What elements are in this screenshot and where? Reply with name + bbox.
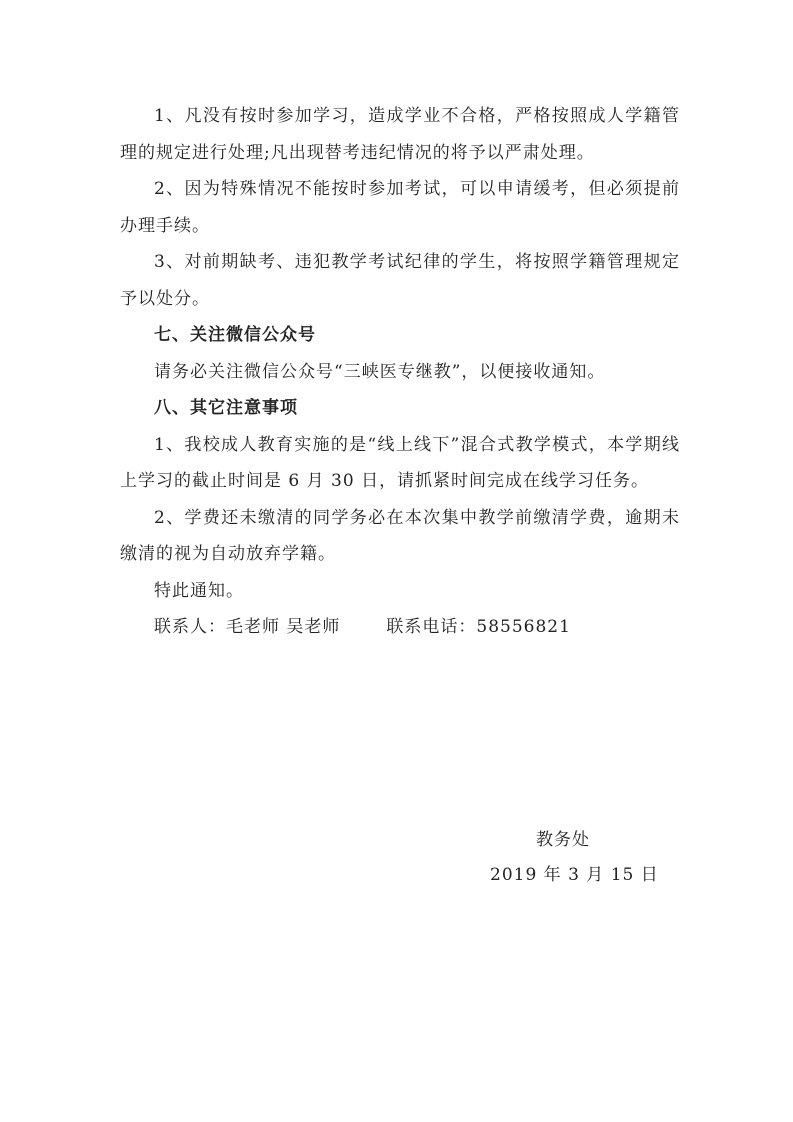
signature-date: 2019 年 3 月 15 日	[490, 865, 659, 885]
contact-person: 联系人：毛老师 吴老师	[154, 617, 341, 637]
section-seven-body: 请务必关注微信公众号“三峡医专继教”，以便接收通知。	[154, 361, 606, 382]
contact-line	[120, 609, 680, 646]
section-eight-title: 八、其它注意事项	[154, 398, 298, 418]
contact-phone: 联系电话：58556821	[386, 617, 571, 637]
exam-rule-1: 1、凡没有按时参加学习，造成学业不合格，严格按照成人学籍管理的规定进行处理;凡出现替考违纪情况的将予以严肃处理。	[120, 106, 680, 163]
section-seven-title: 七、关注微信公众号	[154, 325, 316, 345]
section-eight-item-2: 2、学费还未缴清的同学务必在本次集中教学前缴清学费，逾期未缴清的视为自动放弃学籍。	[120, 507, 680, 564]
section-eight-item-1: 1、我校成人教育实施的是“线上线下”混合式教学模式，本学期线上学习的截止时间是 6 月 30 日，请抓紧时间完成在线学习任务。	[120, 434, 680, 491]
exam-rule-2: 2、因为特殊情况不能按时参加考试，可以申请缓考，但必须提前办理手续。	[120, 179, 680, 236]
closing-notice: 特此通知。	[154, 580, 244, 601]
notice-body	[120, 98, 680, 646]
exam-rule-3: 3、对前期缺考、违犯教学考试纪律的学生，将按照学籍管理规定予以处分。	[120, 252, 680, 309]
signature-office: 教务处	[536, 830, 590, 850]
